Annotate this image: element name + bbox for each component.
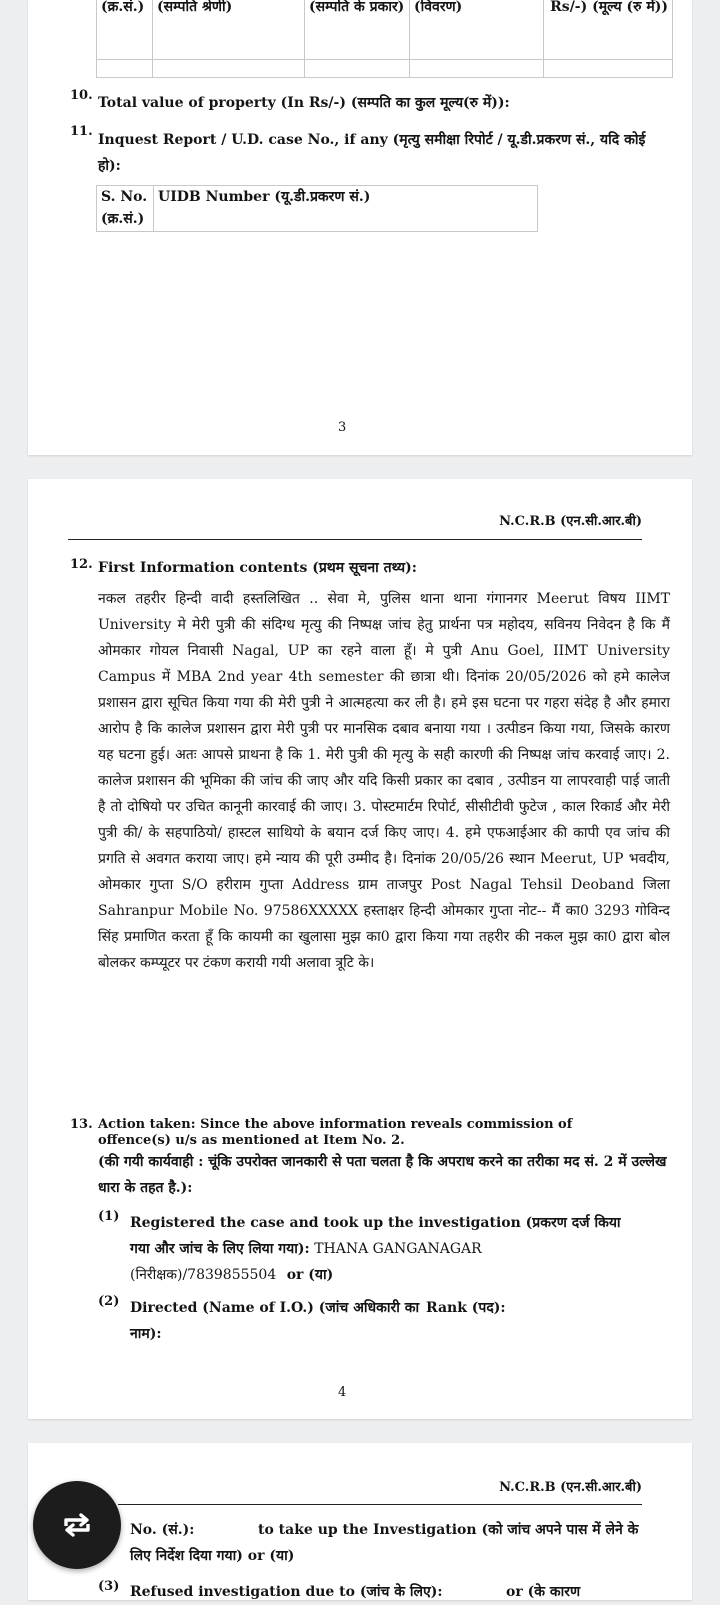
sub-item-number: (1) <box>98 1209 120 1224</box>
item-number: 13. <box>70 1117 93 1132</box>
registered-case-value: THANA GANGANAGAR (निरीक्षक)/7839855504 <box>130 1241 482 1283</box>
repeat-icon <box>60 1511 94 1539</box>
or-connector: or (या) <box>286 1267 334 1283</box>
ncrb-header: N.C.R.B (एन.सी.आर.बी) <box>499 1480 642 1495</box>
header-divider <box>68 539 642 540</box>
io-number-label: No. (सं.): <box>130 1522 195 1538</box>
registered-case-label: Registered the case and took up the investigation (प्रकरण दर्ज किया गया और जांच के लिए लिया गया): <box>130 1215 621 1257</box>
refused-investigation-label: Refused investigation due to (जांच के लिए): <box>130 1584 443 1600</box>
table-row <box>97 186 538 232</box>
table-header-cell: (क्र.सं.) <box>97 0 153 60</box>
page-number: 4 <box>338 1385 347 1400</box>
action-taken-title-hindi: (की गयी कार्यवाही : चूंकि उपरोक्त जानकारी से पता चलता है कि अपराध करने का तरीका मद सं. 2 में उल्लेख धारा के तहत है.): <box>98 1154 667 1196</box>
action-taken-title: Action taken: Since the above information reveals commission of offence(s) u/s as mentioned at Item No. 2. <box>98 1117 573 1148</box>
repeat-button[interactable] <box>33 1481 121 1569</box>
table-cell <box>97 60 153 78</box>
table-header-cell: (विवरण) <box>410 0 544 60</box>
table-header-cell: (सम्पति के प्रकार) <box>305 0 410 60</box>
table-row <box>97 0 673 60</box>
property-table <box>96 0 673 78</box>
table-row <box>97 60 673 78</box>
document-page-5 <box>28 1443 692 1600</box>
table-header-cell: Rs/-) (मूल्य (रु में)) <box>544 0 673 60</box>
first-information-title: First Information contents (प्रथम सूचना तथ्य): <box>98 560 417 576</box>
sub-item-number: (3) <box>98 1579 120 1594</box>
page-number: 3 <box>338 420 347 435</box>
document-page-3 <box>28 0 692 455</box>
total-value-label: Total value of property (In Rs/-) (सम्पति का कुल मूल्य(रु में)): <box>98 95 510 111</box>
fir-contents-text: नकल तहरीर हिन्दी वादी हस्तलिखित .. सेवा मे, पुलिस थाना थाना गंगानगर Meerut विषय IIMT University मे मेरी पुत्री की संदिग्ध मृत्यु की निष्पक्ष जांच हेतु प्रार्थना पत्र महोदय, सविनय निवेदन है कि मैं ओमकार गोयल निवासी Nagal, UP का रहने वाला हूँ। मे पुत्री Anu Goel, IIMT University Campus में MBA 2nd year 4th semester की छात्रा थी। दिनांक 20/05/2026 को हमे कालेज प्रशासन द्वारा सूचित किया गया की मेरी पुत्री ने आत्महत्या कर ली है। हमे इस घटना पर गहरा संदेह है और हमारा आरोप है कि कालेज प्रशासन द्वारा मेरी पुत्री पर मानसिक दबाव बनाया गया । उत्पीडन किया गया, जिसके कारण यह घटना हुई। अतः आपसे प्राथना है कि 1. मेरी पुत्री की मृत्यु के सही कारणी की निष्पक्ष जांच करवाई जाए। 2. कालेज प्रशासन की भूमिका की जांच की जाए और यदि किसी प्रकार का दबाव , उत्पीडन या लापरवाही पाई जाती है तो दोषियो पर उचित कानूनी कारवाई की जाए। 3. पोस्टमार्टम रिपोर्ट, सीसीटीवी फुटेज , काल रिकार्ड और मेरी पुत्री की/ के सहपाठियो/ हास्टल साथियो के बयान दर्ज किए जाए। 4. हमे एफआईआर की कापी एव जांच की प्रगति से अवगत कराया जाए। हमे न्याय की पूरी उम्मीद है। दिनांक 20/05/26 स्थान Meerut, UP भवदीय, ओमकार गुप्ता S/O हरीराम गुप्ता Address ग्राम ताजपुर Post Nagal Tehsil Deoband जिला Sahranpur Mobile No. 97586XXXXX हस्ताक्षर हिन्दी ओमकार गुप्ता नोट-- मैं का0 3293 गोविन्द सिंह प्रमाणित करता हूँ कि कायमी का खुलासा मुझ का0 द्वारा किया गया तहरीर की नकल मुझ का0 द्वारा बोल बोलकर कम्प्यूटर पर टंकण करायी गयी अलावा त्रूटि के। <box>98 591 670 971</box>
item-number: 10. <box>70 88 93 103</box>
document-page-4 <box>28 479 692 1419</box>
take-up-investigation-text: to take up the Investigation (को जांच अपने पास में लेने के लिए निर्देश दिया गया) or (या) <box>130 1522 639 1564</box>
directed-io-label: Directed (Name of I.O.) (जांच अधिकारी का नाम): <box>130 1300 420 1342</box>
registered-case-entry <box>130 1210 630 1288</box>
item-number: 11. <box>70 124 93 139</box>
table-cell <box>305 60 410 78</box>
refused-reason-label: or (के कारण <box>506 1584 581 1600</box>
table-header-cell: S. No. (क्र.सं.) <box>97 186 154 232</box>
header-divider <box>118 1504 642 1505</box>
table-cell <box>410 60 544 78</box>
table-header-cell: (सम्पति श्रेणी) <box>153 0 305 60</box>
ud-case-table <box>96 185 538 232</box>
rank-label: Rank (पद): <box>426 1300 506 1316</box>
inquest-report-label: Inquest Report / U.D. case No., if any (मृत्यु समीक्षा रिपोर्ट / यू.डी.प्रकरण सं., यदि कोई हो): <box>98 132 646 174</box>
table-header-cell: UIDB Number (यू.डी.प्रकरण सं.) <box>154 186 538 232</box>
table-cell <box>544 60 673 78</box>
sub-item-number: (2) <box>98 1294 120 1309</box>
ncrb-header: N.C.R.B (एन.सी.आर.बी) <box>499 514 642 529</box>
table-cell <box>153 60 305 78</box>
item-number: 12. <box>70 557 93 572</box>
